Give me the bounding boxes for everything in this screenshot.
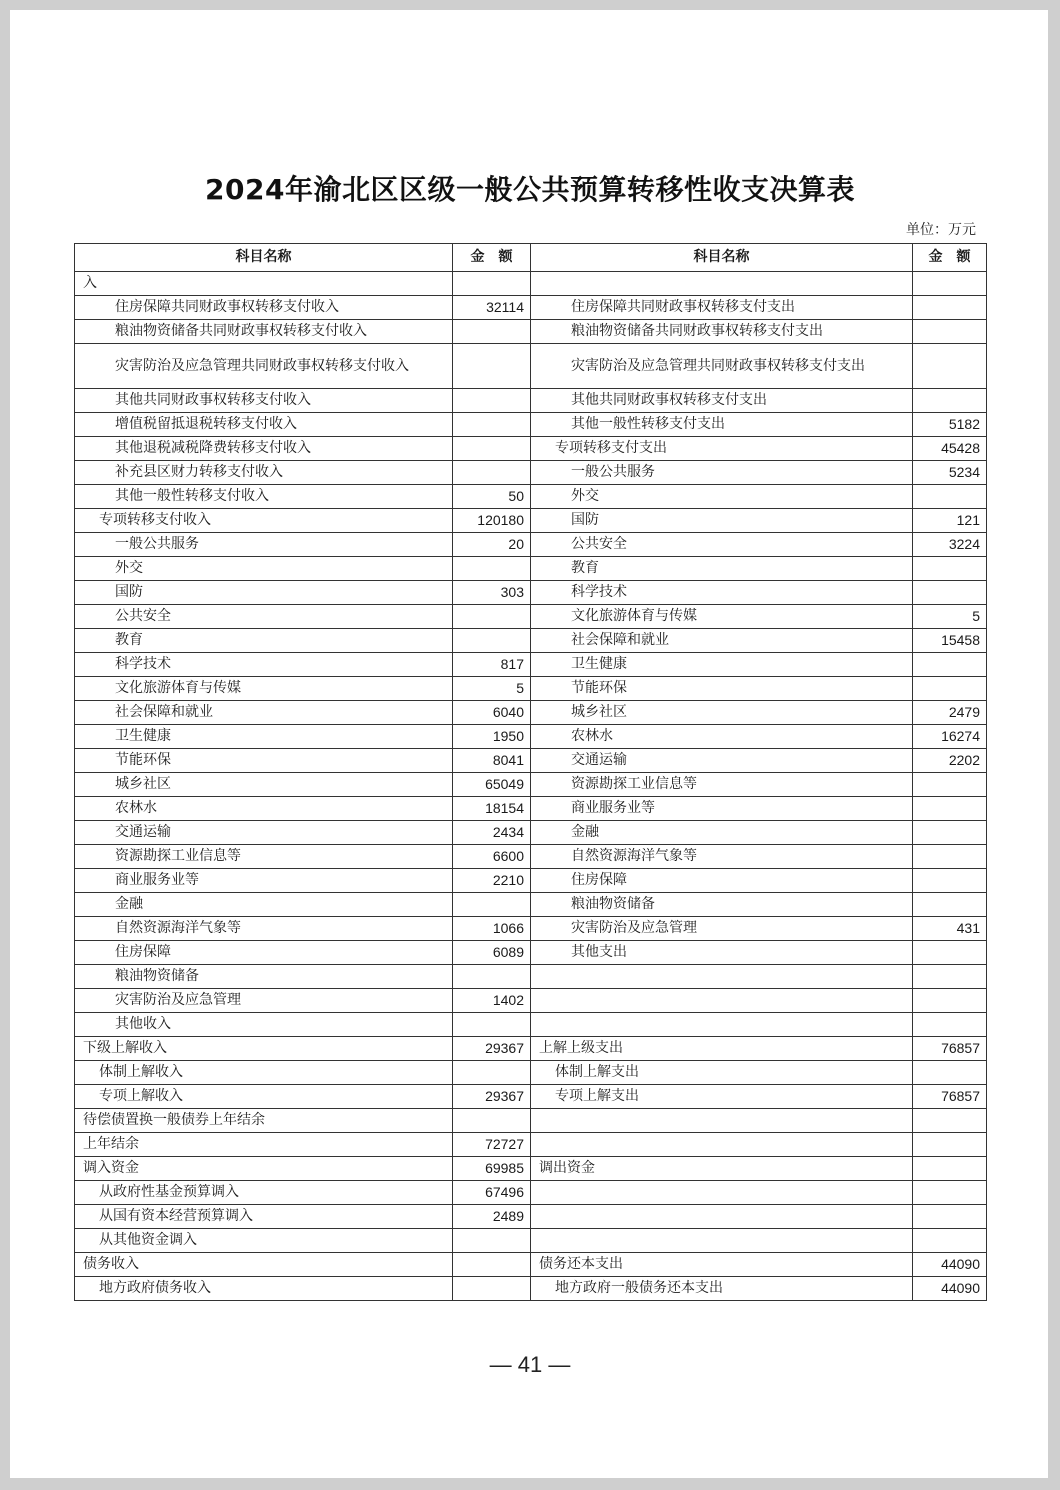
- table-row: [75, 557, 987, 581]
- row-right-amount: [913, 320, 987, 344]
- row-left-name: 科学技术: [75, 653, 453, 677]
- row-right-name: 其他一般性转移支付支出: [531, 413, 913, 437]
- row-right-name: [531, 1133, 913, 1157]
- row-right-amount: [913, 1181, 987, 1205]
- row-right-amount: 76857: [913, 1085, 987, 1109]
- table-header-row: [75, 244, 987, 272]
- row-left-amount: 2489: [453, 1205, 531, 1229]
- row-left-name: 其他一般性转移支付收入: [75, 485, 453, 509]
- row-left-name: 社会保障和就业: [75, 701, 453, 725]
- table-row: [75, 1037, 987, 1061]
- row-right-amount: 16274: [913, 725, 987, 749]
- row-left-amount: 1066: [453, 917, 531, 941]
- row-left-name: 下级上解收入: [75, 1037, 453, 1061]
- table-row: [75, 1205, 987, 1229]
- row-left-name: 从其他资金调入: [75, 1229, 453, 1253]
- row-left-name: 金融: [75, 893, 453, 917]
- table-row: [75, 1253, 987, 1277]
- table-row: [75, 1277, 987, 1301]
- row-left-amount: 8041: [453, 749, 531, 773]
- row-right-amount: 121: [913, 509, 987, 533]
- row-right-amount: 76857: [913, 1037, 987, 1061]
- row-right-amount: [913, 797, 987, 821]
- table-row: [75, 509, 987, 533]
- row-left-name: 其他共同财政事权转移支付收入: [75, 389, 453, 413]
- table-row: [75, 389, 987, 413]
- table-row: [75, 1109, 987, 1133]
- row-right-name: 农林水: [531, 725, 913, 749]
- row-left-amount: [453, 320, 531, 344]
- row-right-amount: 15458: [913, 629, 987, 653]
- row-right-amount: 5182: [913, 413, 987, 437]
- row-right-name: 其他共同财政事权转移支付支出: [531, 389, 913, 413]
- row-right-name: 资源勘探工业信息等: [531, 773, 913, 797]
- row-left-amount: [453, 413, 531, 437]
- row-right-name: [531, 1013, 913, 1037]
- table-row: [75, 461, 987, 485]
- row-right-amount: [913, 989, 987, 1013]
- table-row: [75, 917, 987, 941]
- table-row: [75, 677, 987, 701]
- row-right-name: 文化旅游体育与传媒: [531, 605, 913, 629]
- row-left-name: 公共安全: [75, 605, 453, 629]
- row-left-amount: 29367: [453, 1085, 531, 1109]
- row-right-amount: [913, 941, 987, 965]
- table-row: [75, 1181, 987, 1205]
- row-right-name: 交通运输: [531, 749, 913, 773]
- table-body: [75, 272, 987, 1301]
- table-row: [75, 725, 987, 749]
- table-row: [75, 701, 987, 725]
- row-right-name: 自然资源海洋气象等: [531, 845, 913, 869]
- table-row: [75, 1085, 987, 1109]
- header-amount-left: 金 额: [453, 244, 531, 272]
- row-left-amount: 303: [453, 581, 531, 605]
- row-left-name: 专项转移支付收入: [75, 509, 453, 533]
- row-right-amount: [913, 1133, 987, 1157]
- row-right-amount: [913, 389, 987, 413]
- row-left-name: 卫生健康: [75, 725, 453, 749]
- row-left-amount: 20: [453, 533, 531, 557]
- row-right-name: [531, 272, 913, 296]
- row-right-amount: 2202: [913, 749, 987, 773]
- row-right-amount: 2479: [913, 701, 987, 725]
- table-row: [75, 296, 987, 320]
- row-right-name: 住房保障共同财政事权转移支付支出: [531, 296, 913, 320]
- row-left-amount: 1402: [453, 989, 531, 1013]
- row-left-amount: [453, 389, 531, 413]
- row-left-name: 教育: [75, 629, 453, 653]
- header-amount-right: 金 额: [913, 244, 987, 272]
- row-left-amount: [453, 344, 531, 389]
- row-right-name: 债务还本支出: [531, 1253, 913, 1277]
- row-right-amount: [913, 773, 987, 797]
- row-right-name: 上解上级支出: [531, 1037, 913, 1061]
- row-left-amount: 65049: [453, 773, 531, 797]
- row-left-amount: [453, 1229, 531, 1253]
- table-row: [75, 1157, 987, 1181]
- row-left-amount: [453, 272, 531, 296]
- row-right-amount: 431: [913, 917, 987, 941]
- row-right-name: 灾害防治及应急管理: [531, 917, 913, 941]
- table-row: [75, 344, 987, 389]
- row-left-amount: 69985: [453, 1157, 531, 1181]
- row-right-amount: [913, 1229, 987, 1253]
- page-number: — 41 —: [489, 1352, 571, 1377]
- row-right-amount: 45428: [913, 437, 987, 461]
- table-row: [75, 749, 987, 773]
- row-left-name: 其他退税减税降费转移支付收入: [75, 437, 453, 461]
- row-left-name: 农林水: [75, 797, 453, 821]
- row-right-amount: [913, 1157, 987, 1181]
- row-right-name: 专项上解支出: [531, 1085, 913, 1109]
- row-left-name: 增值税留抵退税转移支付收入: [75, 413, 453, 437]
- row-right-name: 调出资金: [531, 1157, 913, 1181]
- row-right-name: 商业服务业等: [531, 797, 913, 821]
- row-left-name: 入: [75, 272, 453, 296]
- row-right-amount: [913, 821, 987, 845]
- row-right-amount: [913, 272, 987, 296]
- row-left-amount: 6040: [453, 701, 531, 725]
- row-left-amount: 2434: [453, 821, 531, 845]
- row-left-amount: [453, 1013, 531, 1037]
- row-left-amount: [453, 605, 531, 629]
- table-row: [75, 533, 987, 557]
- table-row: [75, 965, 987, 989]
- table-row: [75, 605, 987, 629]
- row-right-name: 灾害防治及应急管理共同财政事权转移支付支出: [531, 344, 913, 389]
- row-right-name: [531, 1229, 913, 1253]
- row-left-name: 债务收入: [75, 1253, 453, 1277]
- row-left-name: 专项上解收入: [75, 1085, 453, 1109]
- row-left-name: 补充县区财力转移支付收入: [75, 461, 453, 485]
- row-right-amount: [913, 557, 987, 581]
- row-left-amount: [453, 893, 531, 917]
- table-row: [75, 629, 987, 653]
- row-right-amount: 3224: [913, 533, 987, 557]
- row-right-amount: 5234: [913, 461, 987, 485]
- row-right-name: 金融: [531, 821, 913, 845]
- row-left-amount: [453, 629, 531, 653]
- table-row: [75, 1133, 987, 1157]
- table-row: [75, 485, 987, 509]
- row-left-amount: [453, 1253, 531, 1277]
- table-row: [75, 653, 987, 677]
- row-left-amount: 67496: [453, 1181, 531, 1205]
- table-row: [75, 941, 987, 965]
- row-left-name: 一般公共服务: [75, 533, 453, 557]
- row-right-name: [531, 965, 913, 989]
- row-right-amount: 5: [913, 605, 987, 629]
- row-left-amount: 1950: [453, 725, 531, 749]
- row-left-name: 体制上解收入: [75, 1061, 453, 1085]
- row-left-amount: 5: [453, 677, 531, 701]
- row-left-name: 上年结余: [75, 1133, 453, 1157]
- row-left-name: 地方政府债务收入: [75, 1277, 453, 1301]
- row-right-name: 住房保障: [531, 869, 913, 893]
- row-right-amount: [913, 344, 987, 389]
- row-right-amount: [913, 485, 987, 509]
- row-right-amount: 44090: [913, 1253, 987, 1277]
- row-right-amount: [913, 677, 987, 701]
- row-left-amount: [453, 437, 531, 461]
- row-left-name: 城乡社区: [75, 773, 453, 797]
- table-row: [75, 272, 987, 296]
- row-right-name: [531, 1181, 913, 1205]
- table-row: [75, 437, 987, 461]
- row-left-amount: [453, 461, 531, 485]
- row-left-amount: 18154: [453, 797, 531, 821]
- row-left-amount: 29367: [453, 1037, 531, 1061]
- row-right-name: 社会保障和就业: [531, 629, 913, 653]
- row-left-name: 自然资源海洋气象等: [75, 917, 453, 941]
- row-left-amount: 6089: [453, 941, 531, 965]
- row-right-amount: [913, 1109, 987, 1133]
- row-left-amount: [453, 965, 531, 989]
- table-row: [75, 581, 987, 605]
- row-right-name: 粮油物资储备: [531, 893, 913, 917]
- table-row: [75, 869, 987, 893]
- row-left-amount: 2210: [453, 869, 531, 893]
- row-left-name: 其他收入: [75, 1013, 453, 1037]
- row-right-amount: [913, 893, 987, 917]
- row-right-amount: [913, 296, 987, 320]
- table-row: [75, 845, 987, 869]
- table-row: [75, 821, 987, 845]
- row-right-name: 体制上解支出: [531, 1061, 913, 1085]
- row-right-name: 一般公共服务: [531, 461, 913, 485]
- row-left-name: 住房保障: [75, 941, 453, 965]
- row-right-name: 节能环保: [531, 677, 913, 701]
- row-left-name: 住房保障共同财政事权转移支付收入: [75, 296, 453, 320]
- row-left-name: 商业服务业等: [75, 869, 453, 893]
- row-left-amount: 32114: [453, 296, 531, 320]
- table-row: [75, 1013, 987, 1037]
- row-right-amount: 44090: [913, 1277, 987, 1301]
- header-name-left: 科目名称: [75, 244, 453, 272]
- table-row: [75, 773, 987, 797]
- row-right-name: 教育: [531, 557, 913, 581]
- row-right-name: 粮油物资储备共同财政事权转移支付支出: [531, 320, 913, 344]
- row-right-name: 地方政府一般债务还本支出: [531, 1277, 913, 1301]
- row-right-amount: [913, 653, 987, 677]
- row-left-name: 资源勘探工业信息等: [75, 845, 453, 869]
- row-right-amount: [913, 869, 987, 893]
- row-left-amount: 6600: [453, 845, 531, 869]
- row-right-amount: [913, 845, 987, 869]
- row-left-name: 国防: [75, 581, 453, 605]
- row-left-amount: 120180: [453, 509, 531, 533]
- row-left-amount: 72727: [453, 1133, 531, 1157]
- row-right-amount: [913, 965, 987, 989]
- row-left-name: 交通运输: [75, 821, 453, 845]
- row-left-name: 待偿债置换一般债券上年结余: [75, 1109, 453, 1133]
- row-left-name: 灾害防治及应急管理: [75, 989, 453, 1013]
- row-right-name: 其他支出: [531, 941, 913, 965]
- row-left-name: 调入资金: [75, 1157, 453, 1181]
- row-left-amount: [453, 1277, 531, 1301]
- row-left-name: 文化旅游体育与传媒: [75, 677, 453, 701]
- budget-table: [74, 243, 987, 1301]
- table-row: [75, 893, 987, 917]
- table-row: [75, 1229, 987, 1253]
- row-left-amount: [453, 1061, 531, 1085]
- row-left-name: 粮油物资储备共同财政事权转移支付收入: [75, 320, 453, 344]
- table-row: [75, 797, 987, 821]
- unit-label: 单位：万元: [906, 222, 976, 238]
- row-right-name: 科学技术: [531, 581, 913, 605]
- row-left-name: 粮油物资储备: [75, 965, 453, 989]
- row-right-name: [531, 1109, 913, 1133]
- row-right-name: 国防: [531, 509, 913, 533]
- table-row: [75, 989, 987, 1013]
- row-right-name: [531, 1205, 913, 1229]
- row-right-name: 公共安全: [531, 533, 913, 557]
- row-right-amount: [913, 1013, 987, 1037]
- row-left-amount: 817: [453, 653, 531, 677]
- row-left-name: 从国有资本经营预算调入: [75, 1205, 453, 1229]
- row-left-name: 外交: [75, 557, 453, 581]
- row-right-name: 卫生健康: [531, 653, 913, 677]
- table-row: [75, 320, 987, 344]
- table-row: [75, 1061, 987, 1085]
- row-right-amount: [913, 1061, 987, 1085]
- row-left-amount: [453, 1109, 531, 1133]
- page-title: 2024年渝北区区级一般公共预算转移性收支决算表: [205, 173, 855, 206]
- table-row: [75, 413, 987, 437]
- row-left-amount: 50: [453, 485, 531, 509]
- row-right-name: 外交: [531, 485, 913, 509]
- header-name-right: 科目名称: [531, 244, 913, 272]
- row-right-name: 专项转移支付支出: [531, 437, 913, 461]
- row-left-amount: [453, 557, 531, 581]
- row-left-name: 灾害防治及应急管理共同财政事权转移支付收入: [75, 344, 453, 389]
- row-right-amount: [913, 1205, 987, 1229]
- row-left-name: 节能环保: [75, 749, 453, 773]
- row-right-name: 城乡社区: [531, 701, 913, 725]
- row-right-amount: [913, 581, 987, 605]
- row-right-name: [531, 989, 913, 1013]
- row-left-name: 从政府性基金预算调入: [75, 1181, 453, 1205]
